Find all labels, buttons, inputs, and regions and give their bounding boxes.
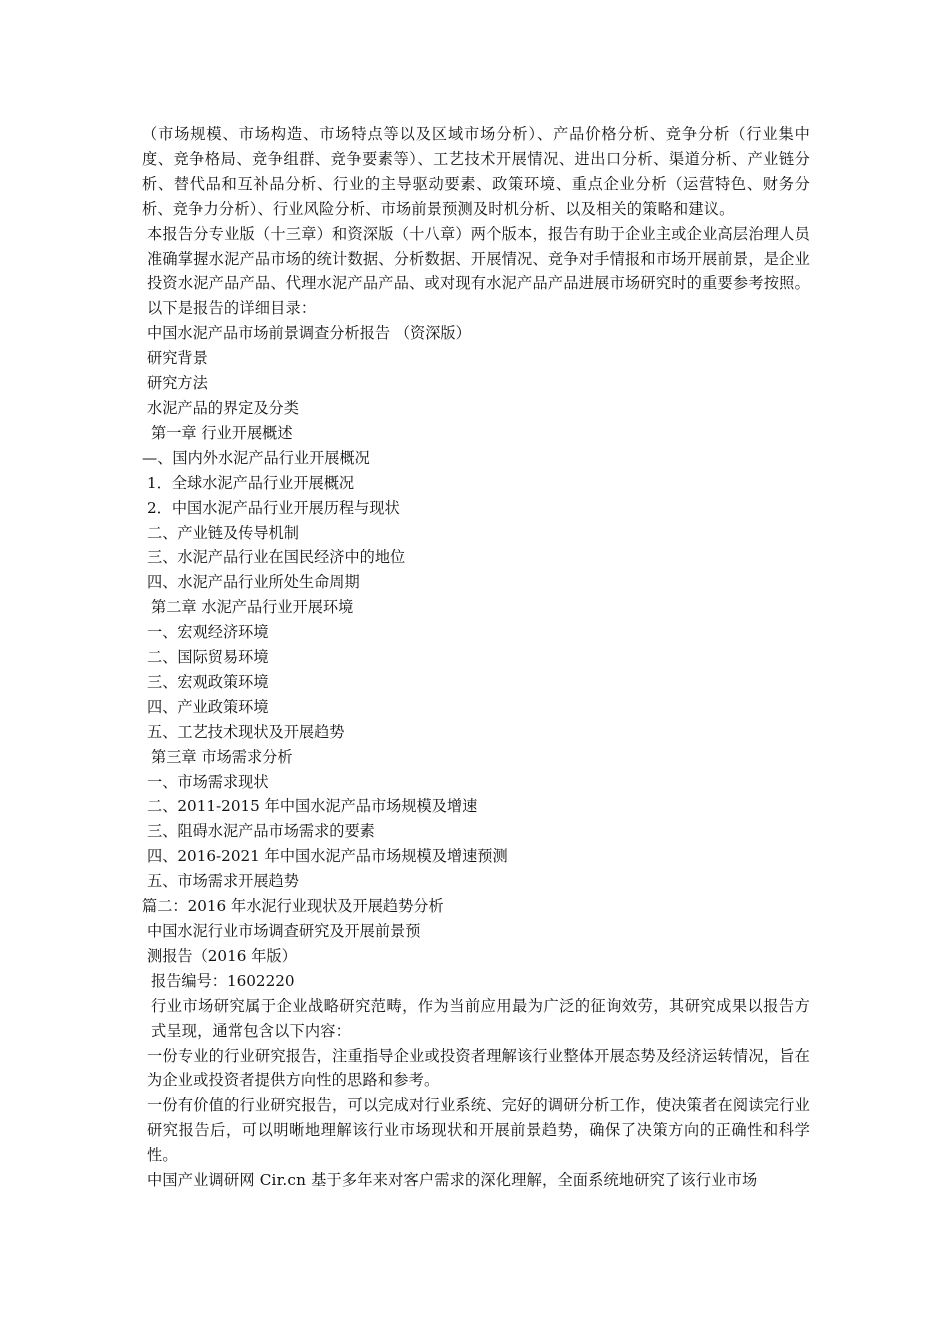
toc-ch1-section-1-1: 1．全球水泥产品行业开展概况 [147,473,355,492]
toc-background: 研究背景 [147,349,208,368]
toc-ch2-section-2: 二、国际贸易环境 [147,648,269,667]
toc-ch2-section-3: 三、宏观政策环境 [147,672,269,691]
toc-ch3-section-1: 一、市场需求现状 [147,772,269,791]
toc-report-title: 中国水泥产品市场前景调查分析报告 （资深版） [147,324,471,343]
toc-ch3-section-2: 二、2011-2015 年中国水泥产品市场规模及增速 [147,797,478,816]
versions-paragraph: 本报告分专业版（十三章）和资深版（十八章）两个版本，报告有助于企业主或企业高层治理人员准确掌握水泥产品市场的统计数据、分析数据、开展情况、竞争对手情报和市场开展前景，是企业投资水泥产品产品、代理水泥产品产品、或对现有水泥产品产品进展市场研究时的重要参考按照。以下是报告的详细目录： [147,224,810,318]
toc-method: 研究方法 [147,374,208,393]
cir-paragraph: 中国产业调研网 Cir.cn 基于多年来对客户需求的深化理解，全面系统地研究了该行业市场 [147,1171,758,1190]
part-2-report-title-line-2: 测报告（2016 年版） [147,946,297,965]
report-number: 报告编号：1602220 [151,971,295,990]
document-page [142,122,810,1193]
toc-ch1-section-1: —、国内外水泥产品行业开展概况 [142,448,370,467]
toc-definition: 水泥产品的界定及分类 [147,398,299,417]
toc-ch1-section-4: 四、水泥产品行业所处生命周期 [147,573,360,592]
toc-ch1-section-2: 二、产业链及传导机制 [147,523,299,542]
research-paragraph: 行业市场研究属于企业战略研究范畴，作为当前应用最为广泛的征询效劳，其研究成果以报告方式呈现，通常包含以下内容： [151,996,810,1040]
toc-ch1-section-1-2: 2．中国水泥产品行业开展历程与现状 [147,498,400,517]
part-2-title: 篇二：2016 年水泥行业现状及开展趋势分析 [142,897,444,916]
toc-chapter-3-title: 第三章 市场需求分析 [151,747,293,766]
toc-chapter-1-title: 第一章 行业开展概述 [151,423,293,442]
toc-ch1-section-3: 三、水泥产品行业在国民经济中的地位 [147,548,406,567]
valuable-report-paragraph: 一份有价值的行业研究报告，可以完成对行业系统、完好的调研分析工作，使决策者在阅读完行业研究报告后，可以明晰地理解该行业市场现状和开展前景趋势，确保了决策方向的正确性和科学性。 [147,1096,810,1165]
toc-ch3-section-4: 四、2016-2021 年中国水泥产品市场规模及增速预测 [147,847,508,866]
part-2-report-title-line-1: 中国水泥行业市场调查研究及开展前景预 [147,922,421,940]
toc-ch2-section-4: 四、产业政策环境 [147,697,269,716]
toc-ch3-section-3: 三、阻碍水泥产品市场需求的要素 [147,822,375,841]
professional-report-paragraph: 一份专业的行业研究报告，注重指导企业或投资者理解该行业整体开展态势及经济运转情况，旨在为企业或投资者提供方向性的思路和参考。 [147,1046,810,1090]
toc-ch2-section-5: 五、工艺技术现状及开展趋势 [147,722,345,741]
toc-ch3-section-5: 五、市场需求开展趋势 [147,872,299,891]
toc-ch2-section-1: 一、宏观经济环境 [147,623,269,642]
intro-paragraph: （市场规模、市场构造、市场特点等以及区域市场分析）、产品价格分析、竞争分析（行业集中度、竞争格局、竞争组群、竞争要素等）、工艺技术开展情况、进出口分析、渠道分析、产业链分析、替代品和互补品分析、行业的主导驱动要素、政策环境、重点企业分析（运营特色、财务分析、竞争力分析）、行业风险分析、市场前景预测及时机分析、以及相关的策略和建议。 [142,125,810,218]
toc-chapter-2-title: 第二章 水泥产品行业开展环境 [151,598,354,617]
